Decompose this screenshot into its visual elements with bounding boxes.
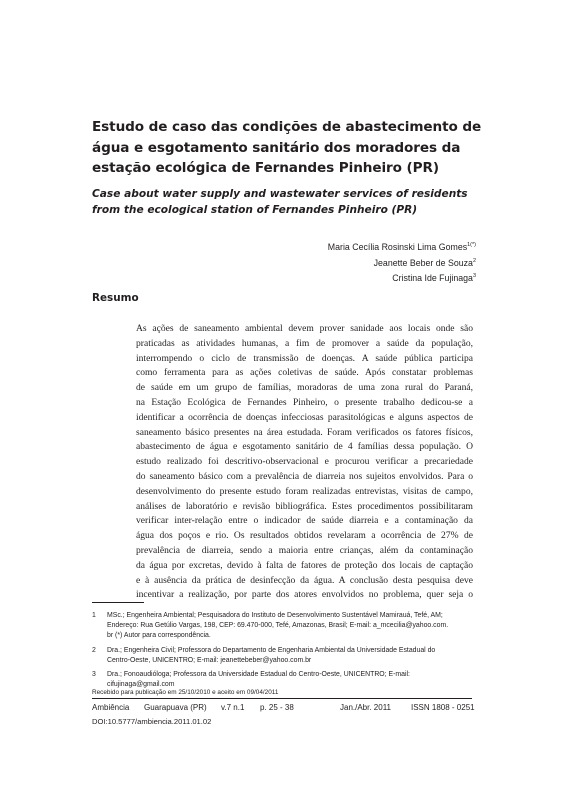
journal-place: Guarapuava (PR) (144, 703, 207, 712)
journal-pages: p. 25 - 38 (260, 703, 294, 712)
footnote-divider (92, 602, 144, 603)
article-title-portuguese: Estudo de caso das condições de abastecimento de água e esgotamento sanitário dos moradores da estação ecológica de Fernandes Pinheiro (PR) (92, 119, 482, 176)
footnote-number: 1 (92, 612, 96, 619)
journal-footer (92, 702, 475, 714)
abstract-line: incentivar a realização, por parte dos atores envolvidos no problema, quer seja o (136, 589, 473, 601)
footer-divider (92, 698, 472, 699)
footnote-line: Centro-Oeste, UNICENTRO; E-mail: jeanettebeber@yahoo.com.br (107, 656, 312, 664)
footnote-number: 2 (92, 646, 96, 654)
received-date-note: Recebido para publicação em 25/10/2010 e aceito em 09/04/2011 (92, 689, 279, 696)
article-title-english: Case about water supply and wastewater services of residents from the ecological station of Fernandes Pinheiro (PR) (92, 188, 468, 216)
author-2-affiliation-mark: 2 (472, 257, 476, 264)
footnote-line: br (*) Autor para correspondência. (107, 632, 211, 640)
footnote-1 (92, 611, 476, 642)
footnote-line: Dra.; Fonoaudióloga; Professora da Universidade Estadual do Centro-Oeste, UNICENTRO; E-mail: (107, 671, 410, 679)
journal-name: Ambiência (92, 703, 130, 712)
doi: DOI:10.5777/ambiencia.2011.01.02 (92, 717, 212, 726)
author-3-name: Cristina Ide Fujinaga (392, 273, 473, 283)
abstract-line: como ferramenta para as ações coletivas de saúde. Após constatar problemas (136, 367, 473, 379)
journal-date: Jan./Abr. 2011 (340, 703, 391, 712)
author-2 (176, 256, 476, 272)
author-1 (176, 240, 476, 256)
abstract-line: abastecimento de água e esgotamento sanitário de 4 famílias dessa população. O (136, 441, 473, 453)
abstract-line: praticadas as atividades humanas, a fim de promover a saúde da população, (136, 337, 473, 349)
footnote-line: Endereço: Rua Getúlio Vargas, 198, CEP: 69.470-000, Tefé, Amazonas, Brasil; E-mail: a_mcecilia@yahoo.com. (107, 622, 449, 630)
footnote-line: cifujinaga@gmail.com (107, 681, 175, 689)
abstract-heading: Resumo (92, 292, 139, 304)
abstract-line: As ações de saneamento ambiental devem prover sanidade aos locais onde são (136, 323, 473, 334)
abstract-body (136, 322, 473, 603)
abstract-line: água dos poços e rio. Os resultados obtidos revelaram a ocorrência de 27% de (136, 530, 473, 542)
abstract-line: e à ausência da prática de desinfecção da água. A conclusão desta pesquisa deve (136, 574, 473, 586)
abstract-line: verificar inter-relação entre o indicador de saúde diarreia e a contaminação da (136, 515, 473, 527)
abstract-line: da água por excretas, devido à falta de fatores de proteção dos locais de captação (136, 559, 473, 571)
author-2-name: Jeanette Beber de Souza (373, 257, 473, 268)
abstract-line: identificar a ocorrência de doenças infecciosas parasitológicas e alguns aspectos de (136, 411, 473, 423)
abstract-line: análises de laboratório e revisão bibliográfica. Estes procedimentos possibilitaram (136, 500, 473, 512)
abstract-line: saneamento básico presentes na área estudada. Foram verificados os fatores físicos, (136, 426, 473, 438)
abstract-line: interrompendo o ciclo de transmissão de doenças. A saúde pública participa (136, 352, 473, 364)
author-1-affiliation-mark: 1(*) (467, 242, 476, 249)
footnote-line: MSc.; Engenheira Ambiental; Pesquisadora do Instituto de Desenvolvimento Sustentável Mamirauá, Tefé, AM; (107, 612, 443, 619)
abstract-line: estudo realizado foi descritivo-observacional e procurou verificar a precariedade (136, 456, 473, 468)
abstract-line: de saúde em um grupo de famílias, moradoras de uma zona rural do Paraná, (136, 382, 473, 394)
author-1-name: Maria Cecília Rosinski Lima Gomes (327, 242, 468, 252)
footnote-number: 3 (92, 671, 96, 679)
journal-volume: v.7 n.1 (221, 703, 245, 712)
footnote-2 (92, 646, 476, 666)
journal-issn: ISSN 1808 - 0251 (411, 703, 475, 712)
author-list (176, 240, 476, 287)
abstract-line: na Estação Ecológica de Fernandes Pinheiro, o presente trabalho dedicou-se a (136, 396, 473, 408)
abstract-line: prevalência de diarreia, sendo a maioria entre crianças, além da contaminação (136, 544, 473, 556)
author-3 (176, 271, 476, 287)
author-3-affiliation-mark: 3 (472, 273, 476, 280)
abstract-line: do saneamento básico com a prevalência de diarreia nos sujeitos envolvidos. Para o (136, 470, 473, 482)
footnotes (92, 611, 476, 694)
abstract-line: desenvolvimento do presente estudo foram realizadas entrevistas, visitas de campo, (136, 485, 473, 497)
footnote-line: Dra.; Engenheira Civil; Professora do Departamento de Engenharia Ambiental da Universidade Estadual do (107, 646, 436, 654)
